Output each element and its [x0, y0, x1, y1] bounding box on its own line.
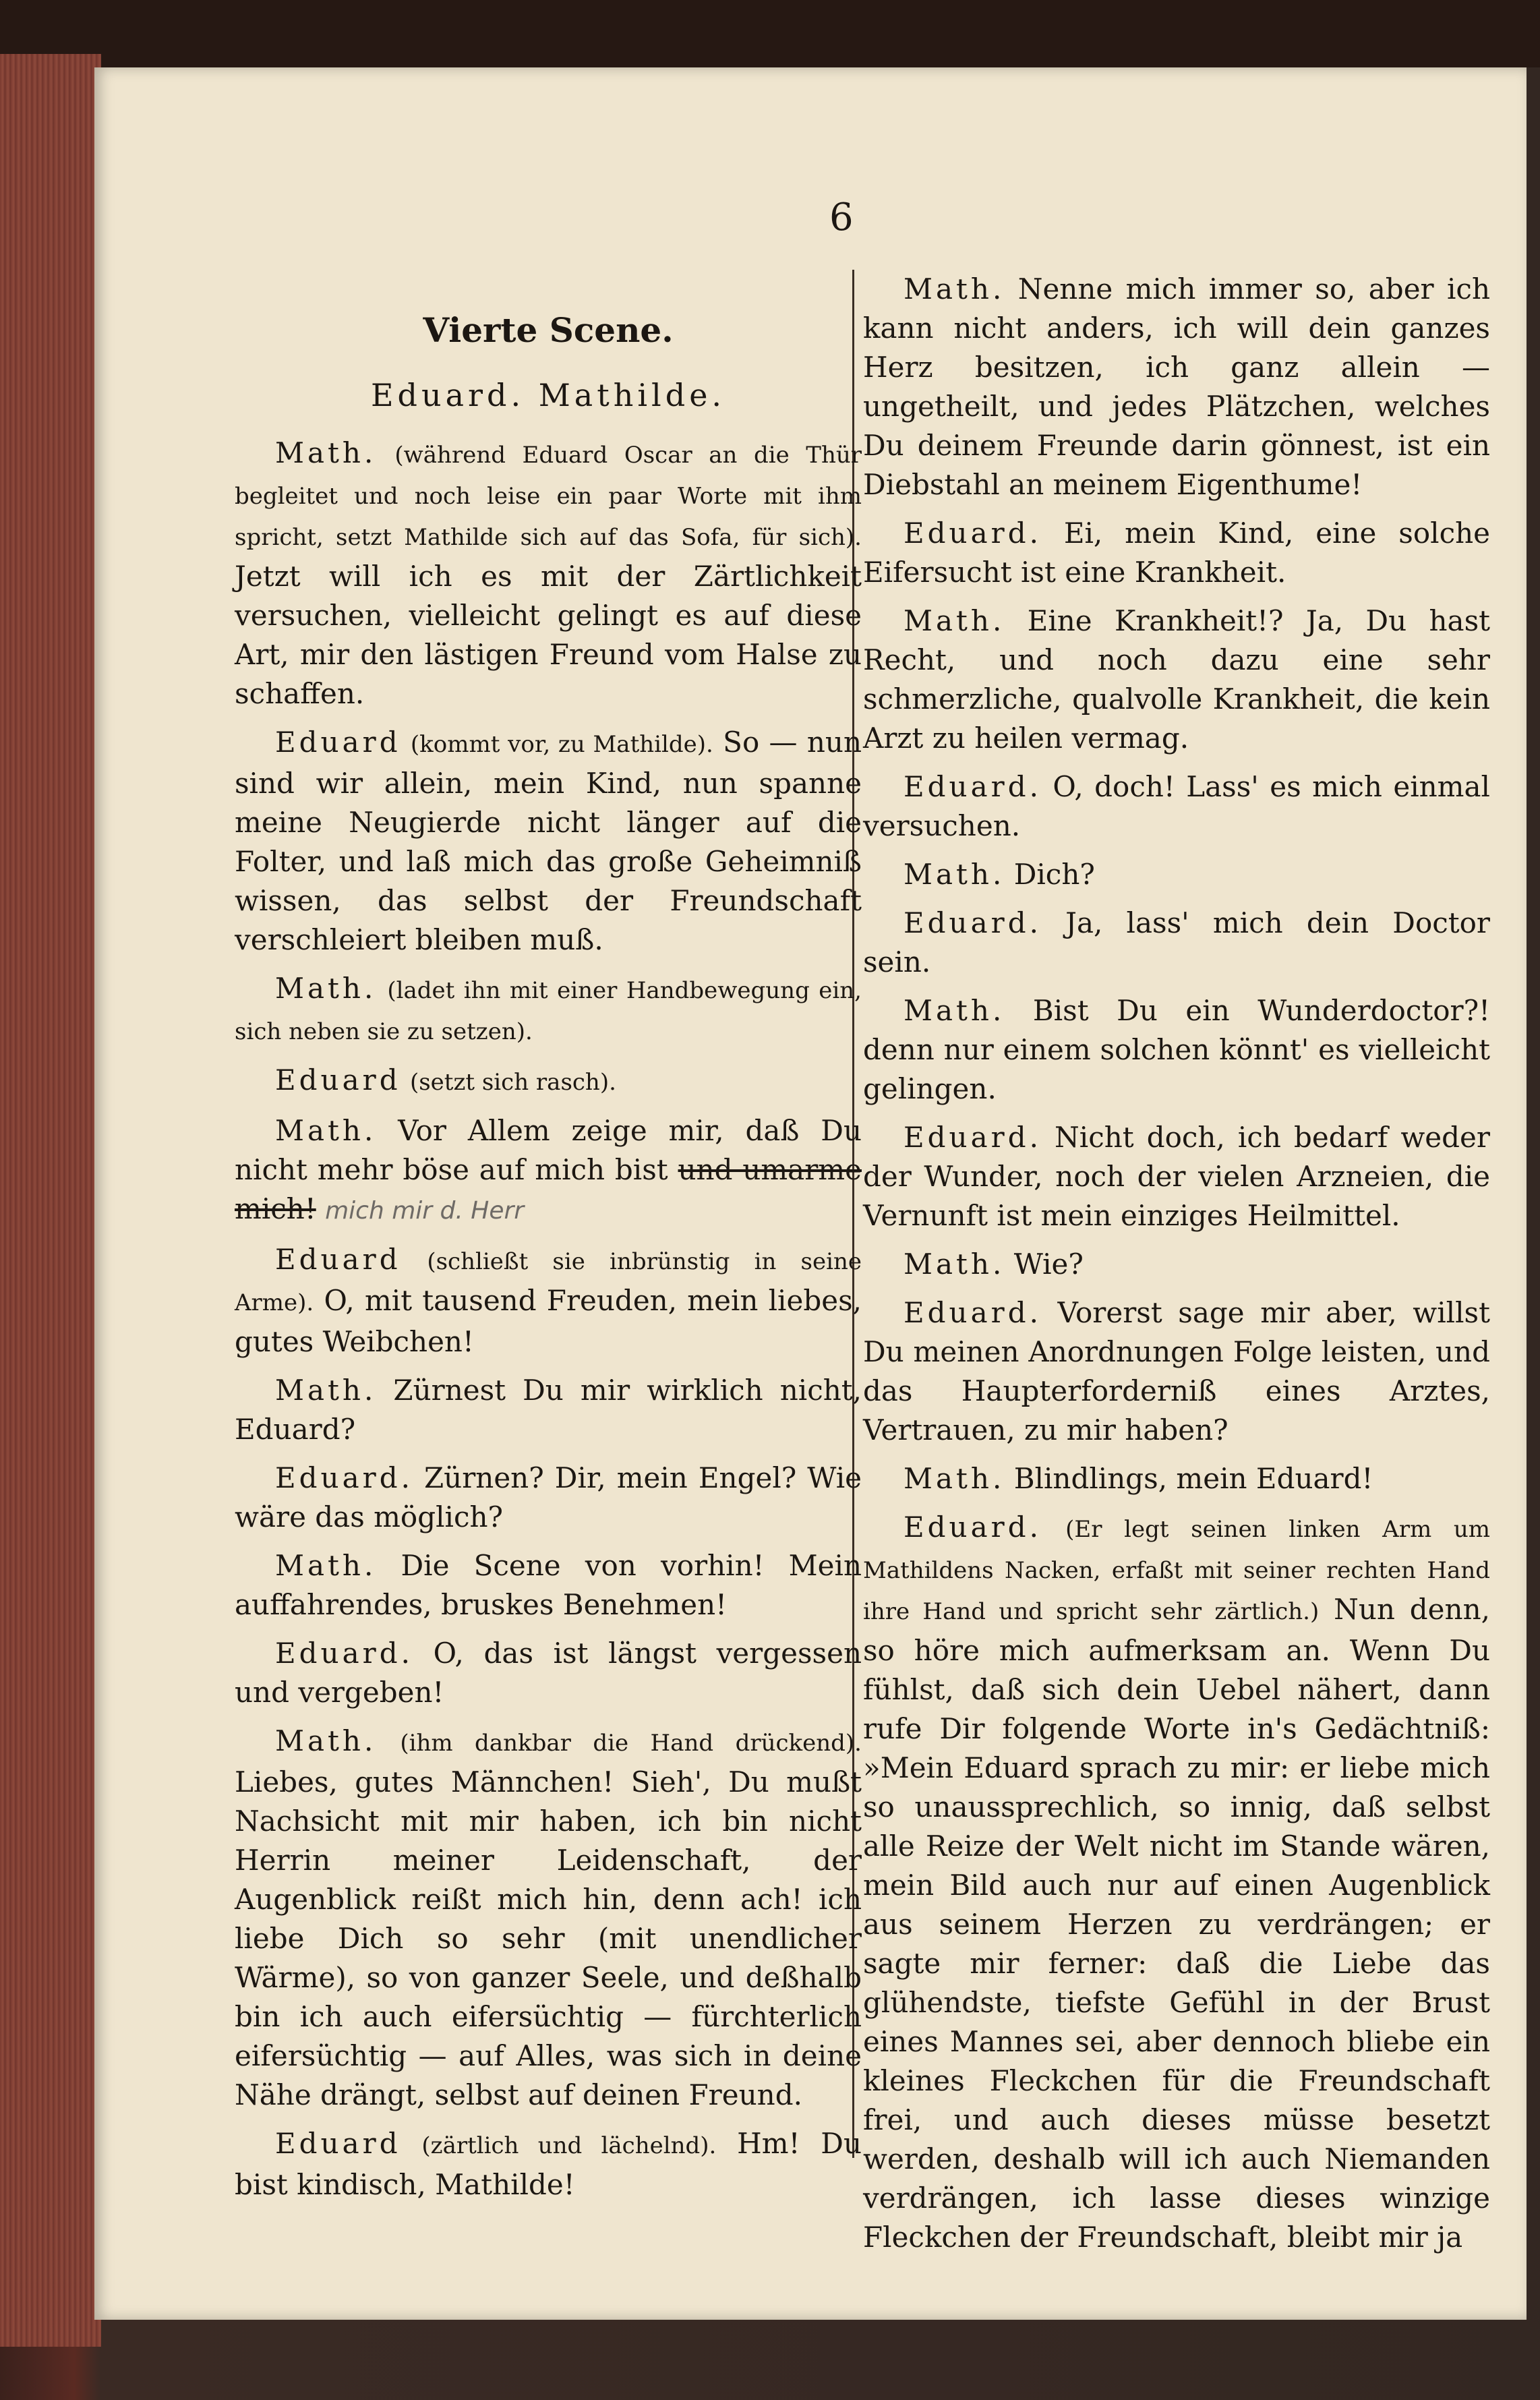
spoken-text: Wie? — [1013, 1248, 1084, 1281]
spoken-text: Zürnest Du mir wirklich nicht, Eduard? — [235, 1374, 862, 1446]
dialogue-line — [235, 434, 862, 713]
dialogue-line — [863, 1245, 1490, 1284]
speaker-name: Math. — [275, 436, 377, 469]
speaker-name: Eduard. — [904, 906, 1042, 939]
cast-line: Eduard. Mathilde. — [370, 377, 726, 413]
speaker-name: Eduard. — [275, 1637, 413, 1670]
speaker-name: Math. — [904, 1462, 1005, 1495]
spoken-text: Ja, lass' mich dein Doctor sein. — [863, 906, 1490, 978]
right-column — [863, 270, 1490, 2266]
dialogue-line — [863, 1459, 1490, 1498]
spoken-text: Vorerst sage mir aber, willst Du meinen Anordnungen Folge leisten, und das Haupterforderniß eines Arztes, Vertrauen, zu mir haben? — [863, 1296, 1490, 1446]
spoken-text: O, das ist längst vergessen und vergeben! — [235, 1637, 862, 1709]
spoken-text: Ei, mein Kind, eine solche Eifersucht ist eine Krankheit. — [863, 517, 1490, 589]
speaker-name: Math. — [275, 972, 377, 1005]
speaker-name: Eduard — [275, 1243, 401, 1276]
stage-direction: (schließt sie inbrünstig in seine Arme). — [235, 1248, 862, 1316]
speaker-name: Math. — [904, 858, 1005, 891]
dialogue-line — [235, 1459, 862, 1537]
dialogue-line — [863, 1293, 1490, 1450]
spoken-text: O, doch! Lass' es mich einmal versuchen. — [863, 770, 1490, 842]
right-dialogue — [863, 270, 1490, 2257]
dialogue-line — [235, 1111, 862, 1231]
dialogue-line — [235, 1240, 862, 1362]
pencil-annotation: mich mir d. Herr — [325, 1197, 525, 1225]
speaker-name: Math. — [275, 1374, 377, 1407]
spoken-text: Nun denn, so höre mich aufmerksam an. Wenn Du fühlst, daß sich dein Uebel nähert, dann rufe Dir folgende Worte in's Gedächtniß: »Mein Eduard sprach zu mir: er liebe mich so unaussprechlich, so innig, daß selbst alle Reize der Welt nicht im Stande wären, mein Bild auch nur auf einen Augenblick aus seinem Herzen zu verdrängen; er sagte mir ferner: daß die Liebe das glühendste, tiefste Gefühl in der Brust eines Mannes sei, aber dennoch bliebe ein kleines Fleckchen für die Freundschaft frei, und auch dieses müsse besetzt werden, deshalb will ich auch Niemanden verdrängen, ich lasse dieses winzige Fleckchen der Freundschaft, bleibt mir ja — [863, 1593, 1490, 2254]
dialogue-line — [235, 1061, 862, 1102]
dialogue-line — [863, 602, 1490, 758]
speaker-name: Math. — [904, 994, 1005, 1027]
dialogue-line — [235, 969, 862, 1051]
dialogue-line — [863, 904, 1490, 982]
dialogue-line — [235, 1371, 862, 1449]
stage-direction: (ladet ihn mit einer Handbewegung ein, sich neben sie zu setzen). — [235, 977, 862, 1045]
dialogue-line — [863, 270, 1490, 504]
dialogue-line — [863, 855, 1490, 894]
speaker-name: Math. — [275, 1114, 377, 1147]
page-number: 6 — [829, 196, 854, 239]
dialogue-line — [863, 767, 1490, 846]
dialogue-line — [235, 1546, 862, 1625]
speaker-name: Eduard — [275, 726, 401, 759]
speaker-name: Eduard — [275, 2127, 401, 2160]
spoken-text: Liebes, gutes Männchen! Sieh', Du mußt Nachsicht mit mir haben, ich bin nicht Herrin meiner Leidenschaft, der Augenblick reißt mich hin, denn ach! ich liebe Dich so sehr (mit unendlicher Wärme), so von ganzer Seele, und deßhalb bin ich auch eifersüchtig — fürchterlich eifersüchtig — auf Alles, was sich in deine Nähe drängt, selbst auf deinen Freund. — [235, 1765, 862, 2111]
stage-direction: (kommt vor, zu Mathilde). — [410, 731, 713, 758]
spoken-text: Bist Du ein Wunderdoctor?! denn nur einem solchen könnt' es vielleicht gelingen. — [863, 994, 1490, 1105]
speaker-name: Math. — [904, 604, 1005, 637]
stage-direction: (während Eduard Oscar an die Thür begleitet und noch leise ein paar Worte mit ihm spricht, setzt Mathilde sich auf das Sofa, für sich). — [235, 442, 862, 551]
spoken-text: Eine Krankheit!? Ja, Du hast Recht, und noch dazu eine sehr schmerzliche, qualvolle Krankheit, die kein Arzt zu heilen vermag. — [863, 604, 1490, 755]
spoken-text: So — nun sind wir allein, mein Kind, nun spanne meine Neugierde nicht länger auf die Folter, und laß mich das große Geheimniß wissen, das selbst der Freundschaft verschleiert bleiben muß. — [235, 726, 862, 956]
spoken-text: Blindlings, mein Eduard! — [1013, 1462, 1373, 1495]
dialogue-line — [235, 1722, 862, 2115]
spoken-text: Hm! Du bist kindisch, Mathilde! — [235, 2127, 862, 2201]
speaker-name: Eduard. — [904, 1511, 1042, 1544]
scan-top-band — [0, 0, 1540, 67]
stage-direction: (Er legt seinen linken Arm um Mathildens Nacken, erfaßt mit seiner rechten Hand ihre Hand und spricht sehr zärtlich.) — [863, 1516, 1490, 1625]
struck-text: und umarme mich! — [235, 1153, 862, 1225]
spoken-text: Nenne mich immer so, aber ich kann nicht anders, ich will dein ganzes Herz besitzen, ich ganz allein — ungetheilt, und jedes Plätzchen, welches Du deinem Freunde darin gönnest, ist ein Diebstahl an meinem Eigenthume! — [863, 272, 1490, 501]
speaker-name: Math. — [275, 1549, 377, 1582]
speaker-name: Math. — [904, 272, 1005, 305]
dialogue-line — [863, 991, 1490, 1109]
dialogue-line — [235, 2124, 862, 2204]
speaker-name: Eduard. — [275, 1461, 413, 1494]
left-column — [235, 263, 862, 2214]
speaker-name: Math. — [275, 1724, 377, 1757]
speaker-name: Eduard. — [904, 517, 1042, 550]
spoken-text: Vor Allem zeige mir, daß Du nicht mehr böse auf mich bist — [235, 1114, 862, 1186]
dialogue-line — [863, 514, 1490, 592]
spoken-text: Dich? — [1013, 858, 1095, 891]
speaker-name: Math. — [904, 1248, 1005, 1281]
spoken-text: Die Scene von vorhin! Mein auffahrendes, bruskes Benehmen! — [235, 1549, 862, 1621]
dialogue-line — [863, 1508, 1490, 2257]
spoken-text: Nicht doch, ich bedarf weder der Wunder, noch der vielen Arzneien, die Vernunft ist mein einziges Heilmittel. — [863, 1121, 1490, 1232]
stage-direction: (setzt sich rasch). — [409, 1069, 616, 1096]
stage-direction: (ihm dankbar die Hand drückend). — [400, 1730, 862, 1757]
speaker-name: Eduard. — [904, 1296, 1042, 1329]
spoken-text: Jetzt will ich es mit der Zärtlichkeit versuchen, vielleicht gelingt es auf diese Art, mir den lästigen Freund vom Halse zu schaffen. — [235, 560, 862, 710]
scene-heading: Vierte Scene. — [423, 310, 674, 350]
speaker-name: Eduard. — [904, 770, 1042, 803]
dialogue-line — [863, 1118, 1490, 1235]
left-dialogue — [235, 434, 862, 2204]
spoken-text: O, mit tausend Freuden, mein liebes, gutes Weibchen! — [235, 1284, 862, 1358]
dialogue-line — [235, 1634, 862, 1712]
dialogue-line — [235, 723, 862, 960]
page-edges — [0, 54, 101, 2347]
speaker-name: Eduard — [275, 1063, 401, 1096]
stage-direction: (zärtlich und lächelnd). — [421, 2132, 717, 2159]
spoken-text: Zürnen? Dir, mein Engel? Wie wäre das möglich? — [235, 1461, 862, 1533]
speaker-name: Eduard. — [904, 1121, 1042, 1154]
